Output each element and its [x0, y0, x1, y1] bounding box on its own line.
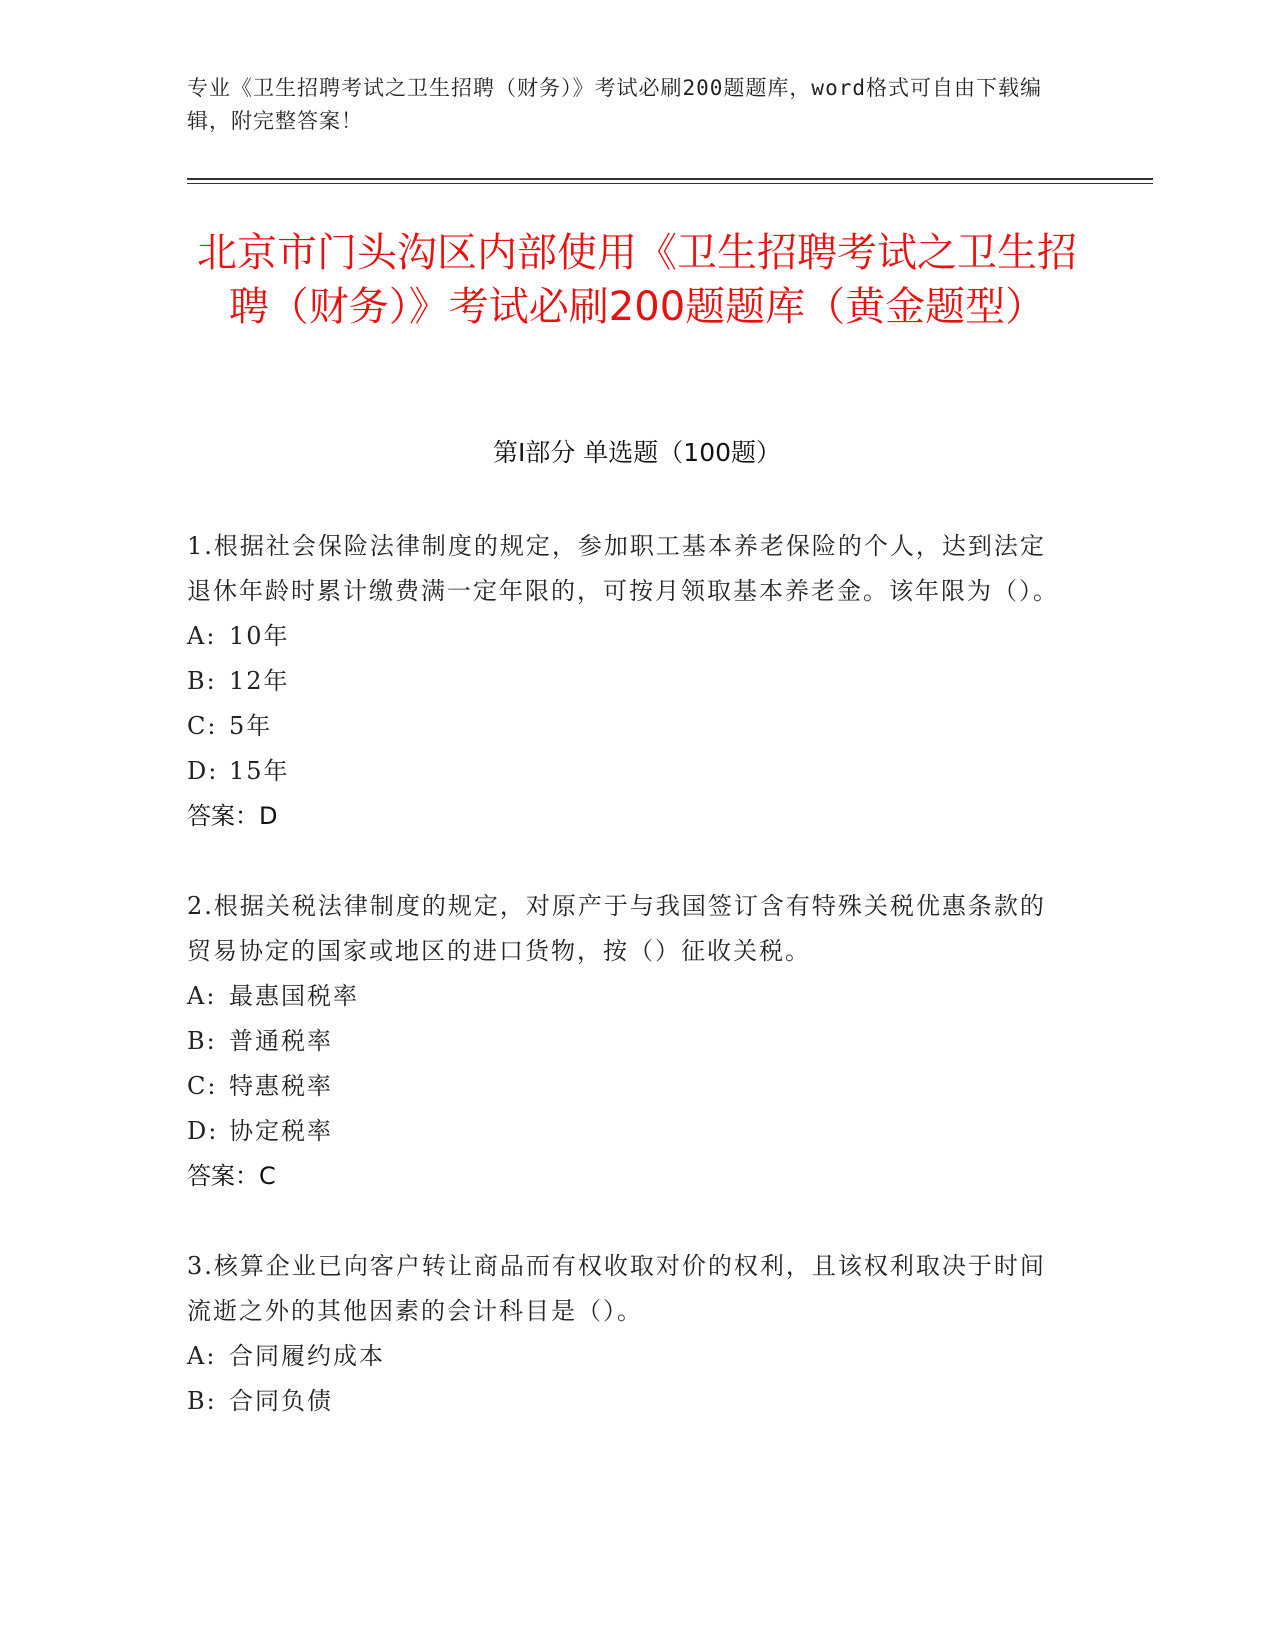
option-b — [187, 1019, 1067, 1064]
option-b — [187, 659, 1067, 704]
question-1 — [187, 524, 1067, 839]
option-text: 特惠税率 — [229, 1072, 333, 1100]
option-text: 协定税率 — [229, 1117, 333, 1145]
header-divider-thick — [187, 178, 1153, 180]
option-label: A: — [187, 982, 217, 1010]
option-text: 15年 — [229, 757, 290, 785]
option-a — [187, 614, 1067, 659]
option-label: C: — [187, 1072, 218, 1100]
question-stem: 1.根据社会保险法律制度的规定，参加职工基本养老保险的个人，达到法定退休年龄时累计缴费满一定年限的，可按月领取基本养老金。该年限为（）。 — [187, 532, 1059, 605]
question-stem: 3.核算企业已向客户转让商品而有权收取对价的权利，且该权利取决于时间流逝之外的其他因素的会计科目是（）。 — [187, 1252, 1046, 1325]
header-divider-thin — [187, 183, 1153, 184]
answer-line: 答案：D — [187, 802, 278, 830]
option-text: 最惠国税率 — [229, 982, 359, 1010]
option-text: 5年 — [229, 712, 273, 740]
option-text: 合同负债 — [229, 1387, 333, 1415]
question-list — [187, 524, 1067, 1469]
option-label: A: — [187, 622, 217, 650]
option-d — [187, 1109, 1067, 1154]
option-text: 合同履约成本 — [229, 1342, 385, 1370]
option-d — [187, 749, 1067, 794]
option-label: C: — [187, 712, 218, 740]
document-title: 北京市门头沟区内部使用《卫生招聘考试之卫生招聘（财务）》考试必刷200题题库（黄金题型） — [197, 230, 1077, 330]
header-note: 专业《卫生招聘考试之卫生招聘（财务）》考试必刷200题题库，word格式可自由下载编辑，附完整答案！ — [187, 76, 1042, 133]
option-c — [187, 1064, 1067, 1109]
option-a — [187, 1334, 1067, 1379]
option-label: A: — [187, 1342, 217, 1370]
section-title: 第I部分 单选题（100题） — [492, 438, 782, 467]
option-label: D: — [187, 1117, 219, 1145]
option-text: 普通税率 — [229, 1027, 333, 1055]
option-a — [187, 974, 1067, 1019]
option-label: B: — [187, 1387, 217, 1415]
question-stem: 2.根据关税法律制度的规定，对原产于与我国签订含有特殊关税优惠条款的贸易协定的国家或地区的进口货物，按（）征收关税。 — [187, 892, 1046, 965]
answer-line: 答案：C — [187, 1162, 276, 1190]
option-label: B: — [187, 1027, 217, 1055]
option-text: 10年 — [229, 622, 290, 650]
question-2 — [187, 884, 1067, 1199]
option-b — [187, 1379, 1067, 1424]
question-3 — [187, 1244, 1067, 1424]
option-c — [187, 704, 1067, 749]
option-label: D: — [187, 757, 219, 785]
option-text: 12年 — [229, 667, 290, 695]
option-label: B: — [187, 667, 217, 695]
